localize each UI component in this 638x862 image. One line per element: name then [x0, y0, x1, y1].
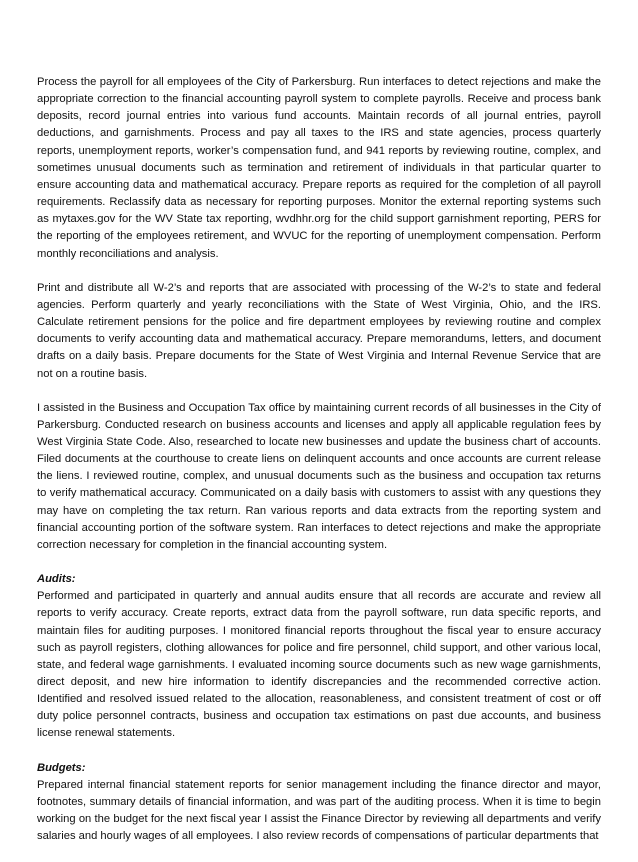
budgets-paragraph: Prepared internal financial statement reports for senior management including the finance director and mayor, footnotes, summary details of financial information, and was part of the auditing process. When it is time to begin working on the budget for the next fiscal year I assist the Finance Director by reviewing all departments and verify salaries and hourly wages of all employees. I also review records of compensations of particular departments that — [37, 778, 601, 843]
audits-heading: Audits: — [37, 573, 76, 586]
budgets-heading: Budgets: — [37, 761, 86, 774]
payroll-paragraph: Process the payroll for all employees of the City of Parkersburg. Run interfaces to detect rejections and make the appropriate correction to the financial accounting payroll system to complete payrolls. Receive and process bank deposits, record journal entries into various fund accounts. Maintain records of all journal entries, payroll deductions, and garnishments. Process and pay all taxes to the IRS and state agencies, process quarterly reports, unemployment reports, worker’s compensation fund, and 941 reports by reviewing routine, complex, and sometimes unusual documents such as termination and retirement of individuals in that particular quarter to ensure accounting data and mathematical accuracy. Prepare reports as required for the completion of all payroll requirements. Reclassify data as necessary for reporting purposes. Monitor the external reporting systems such as mytaxes.gov for the WV State tax reporting, wvdhhr.org for the child support garnishment reporting, PERS for the reporting of the employees retirement, and WVUC for the reporting of unemployment compensation. Perform monthly reconciliations and analysis. — [37, 76, 601, 260]
audits-paragraph: Performed and participated in quarterly and annual audits ensure that all records are accurate and review all reports to verify accuracy. Create reports, extract data from the payroll software, run data specific reports, and maintain files for auditing purposes. I monitored financial reports throughout the fiscal year to ensure accuracy such as payroll registers, clothing allowances for police and fire personnel, child support, and other various local, state, and federal wage garnishments. I evaluated incoming source documents such as new wage garnishments, direct deposit, and new hire information to identify discrepancies and the recommended corrective action. Identified and resolved issued related to the allocation, reasonableness, and consistent treatment of cost or off duty police personnel contracts, business and occupation tax estimations on past due accounts, and business license renewal statements. — [37, 590, 601, 740]
business-occupation-tax-paragraph: I assisted in the Business and Occupation Tax office by maintaining current records of all businesses in the City of Parkersburg. Conducted research on business accounts and licenses and apply all applicable regulation fees by West Virginia State Code. Also, researched to locate new businesses and update the business chart of accounts. Filed documents at the courthouse to create liens on delinquent accounts and once accounts are current release the liens. I reviewed routine, complex, and unusual documents such as the business and occupation tax returns to verify mathematical accuracy. Communicated on a daily basis with customers to assist with any questions they may have on completing the tax return. Ran various reports and data extracts from the reporting system and financial accounting portion of the software system. Ran interfaces to detect rejections and make the appropriate correction necessary for completion in the financial accounting system. — [37, 401, 601, 551]
w2-paragraph: Print and distribute all W-2’s and reports that are associated with processing of the W-2’s to state and federal agencies. Perform quarterly and yearly reconciliations with the State of West Virginia, Ohio, and the IRS. Calculate retirement pensions for the police and fire department employees by reviewing routine and complex documents to verify accounting data and mathematical accuracy. Prepare memorandums, letters, and document drafts on a daily basis. Prepare documents for the State of West Virginia and Internal Revenue Service that are not on a routine basis. — [37, 281, 601, 380]
document-page — [37, 74, 601, 862]
